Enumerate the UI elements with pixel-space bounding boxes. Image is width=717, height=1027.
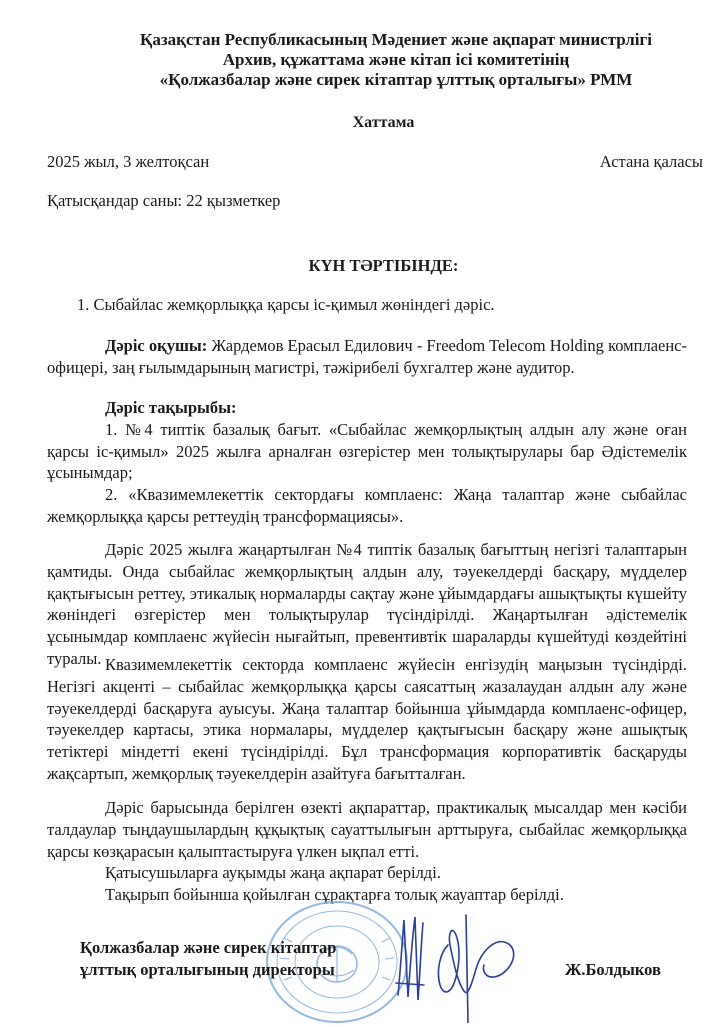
signatory-position-line-1: Қолжазбалар және сирек кітаптар — [80, 938, 337, 957]
body-paragraph-1-text: Дәріс 2025 жылға жаңартылған №4 типтік базалық бағыттың негізгі талаптарын қамтиды. Онда сыбайлас жемқорлықтың алдын алу, тәуекелдерді басқару, мүдделер қақтығысын реттеу, этикалық нормаларды сақтау және ұйымдардағы ашықтықты күшейту жөніндегі өзгерістер мен толықтырулар түсіндірілді. Жаңартылған әдістемелік ұсынымдар комплаенс жүйесін нығайтып, превентивтік шараларды күшейтуді көздейтіні туралы. — [47, 540, 687, 668]
body-paragraph-2 — [47, 654, 687, 785]
topics-label: Дәріс тақырыбы: — [105, 398, 237, 417]
lecturer-text: Жардемов Ерасыл Едилович - Freedom Telecom Holding комплаенс-офицері, заң ғылымдарының магистрі, тәжірибелі бухгалтер және аудитор. — [47, 336, 687, 377]
participants-count: Қатысқандар саны: 22 қызметкер — [47, 191, 281, 210]
lecturer-paragraph — [47, 335, 687, 379]
body-paragraph-3-text: Дәріс барысында берілген өзекті ақпараттар, практикалық мысалдар мен кәсіби талдаулар тыңдаушылардың құқықтық сауаттылығын арттыруға, сыбайлас жемқорлыққа қарсы көзқарасын қалыптастыруға үлкен ықпал етті. — [47, 798, 687, 861]
signatory-position-line-2: ұлттық орталығының директоры — [80, 960, 335, 979]
document-title: Хаттама — [352, 114, 415, 131]
header-committee: Архив, құжаттама және кітап ісі комитетінің — [222, 50, 570, 69]
body-paragraph-3 — [47, 797, 687, 862]
body-paragraph-2-text: Квазимемлекеттік секторда комплаенс жүйесін енгізудің маңызын түсіндірді. Негізгі акценті – сыбайлас жемқорлыққа қарсы саясаттың жазалаудан алдын алу және тәуекелдерді басқаруға ауысуы. Жаңа талаптар бойынша ұйымдарда комплаенс-офицер, тәуекелдер картасы, этика нормалары, мүдделер қақтығысын басқару және ашықтық тетіктері міндетті екені түсіндірілді. Бұл трансформация корпоративтік басқаруды жақсартып, жемқорлық тәуекелдерін азайтуға бағытталған. — [47, 655, 687, 783]
topic-2 — [47, 484, 687, 528]
body-paragraph-1 — [47, 539, 687, 670]
body-paragraph-5-text: Тақырып бойынша қойылған сұрақтарға толық жауаптар берілді. — [105, 885, 564, 904]
topic-1 — [47, 419, 687, 484]
topic-2-text: 2. «Квазимемлекеттік сектордағы комплаенс: Жаңа талаптар және сыбайлас жемқорлыққа қарсы реттеудің трансформациясы». — [47, 485, 687, 526]
document-city: Астана қаласы — [599, 152, 703, 171]
agenda-item-1: 1. Сыбайлас жемқорлыққа қарсы іс-қимыл жөніндегі дәріс. — [77, 295, 495, 314]
topics-block — [47, 397, 687, 528]
body-paragraph-4 — [47, 862, 687, 884]
document-date: 2025 жыл, 3 желтоқсан — [47, 152, 210, 171]
signatory-name: Ж.Болдыков — [565, 960, 661, 979]
topic-1-text: 1. №4 типтік базалық бағыт. «Сыбайлас жемқорлықтың алдын алу және оған қарсы іс-қимыл» 2025 жылға арналған өзгерістер мен толықтырулары бар Әдістемелік ұсынымдар; — [47, 419, 687, 483]
body-paragraph-4-text: Қатысушыларға ауқымды жаңа ақпарат берілді. — [105, 863, 441, 882]
director-signature — [390, 905, 560, 1023]
lecturer-label: Дәріс оқушы: — [105, 336, 208, 355]
header-ministry: Қазақстан Республикасының Мәдениет және ақпарат министрлігі — [140, 30, 652, 49]
header-organization: «Қолжазбалар және сирек кітаптар ұлттық орталығы» РММ — [159, 70, 633, 89]
agenda-heading: КҮН ТӘРТІБІНДЕ: — [308, 256, 459, 275]
